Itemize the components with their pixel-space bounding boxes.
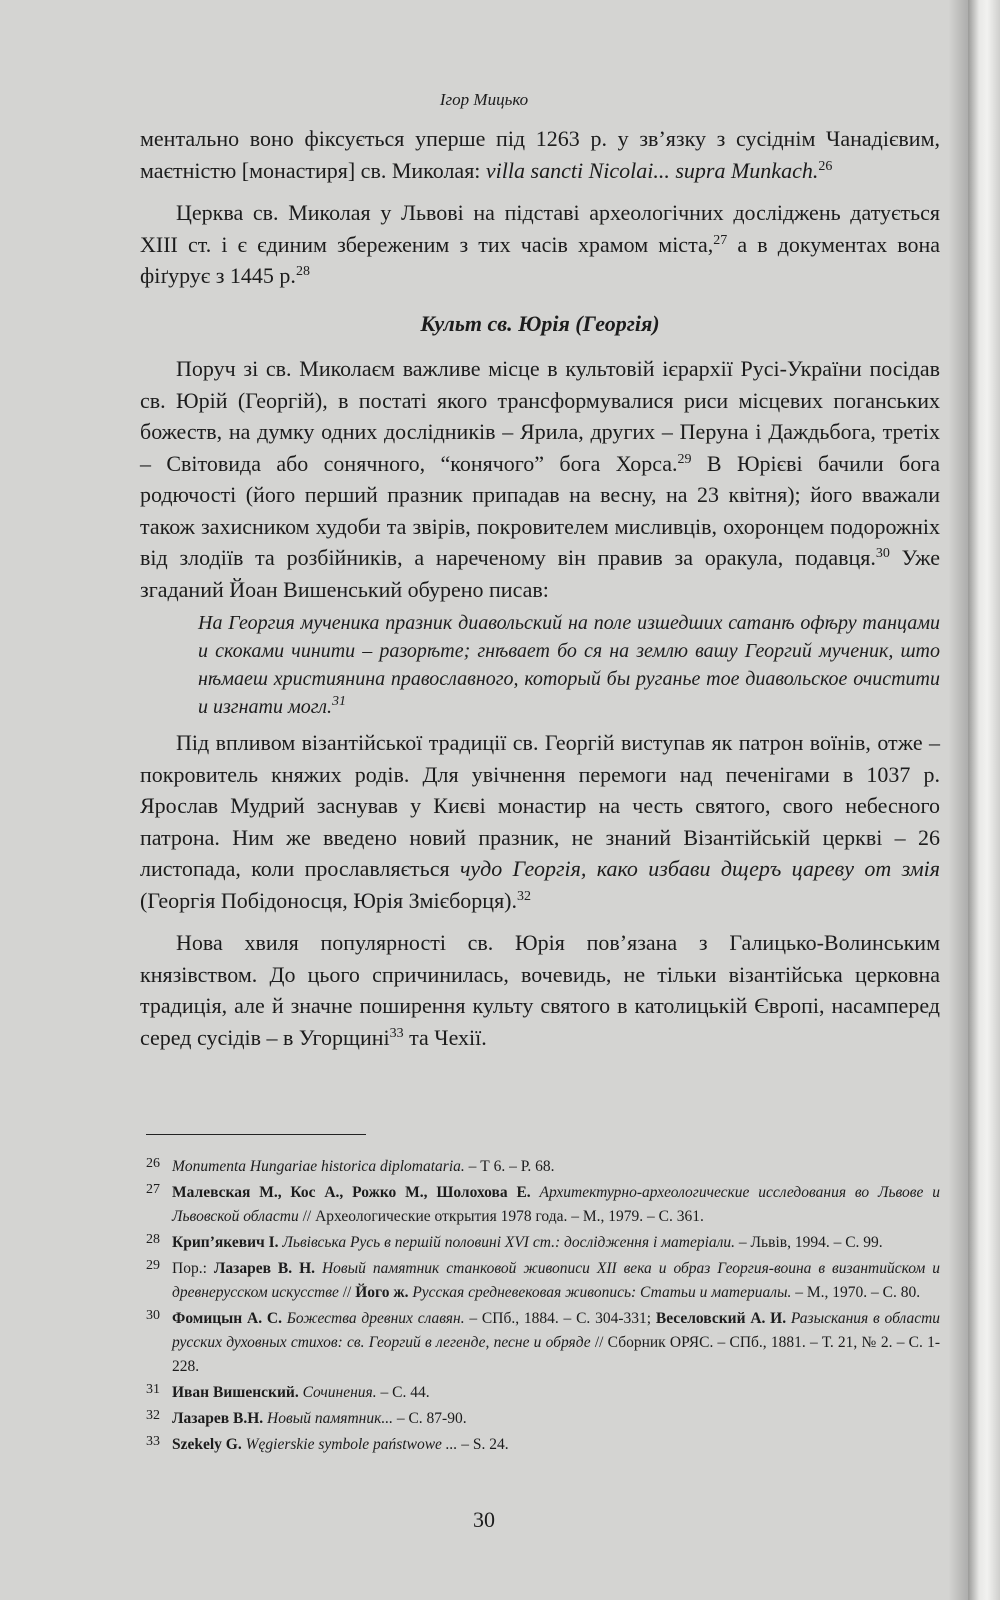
footnote-number: 29	[146, 1258, 160, 1273]
footnote-divider	[146, 1134, 366, 1135]
footnote-author: Лазарев В. Н.	[213, 1260, 316, 1277]
footnote-text: – S. 24.	[457, 1436, 509, 1453]
footnote-ref-32[interactable]: 32	[517, 888, 532, 904]
paragraph-3	[140, 353, 940, 605]
footnote-31	[146, 1381, 940, 1405]
footnote-author: Малевская М., Кос А., Рожко М., Шолохова Е.	[172, 1184, 531, 1201]
footnote-number: 27	[146, 1182, 160, 1197]
paragraph-2-text-a: Церква св. Миколая у Львові на підставі археологічних досліджень датується XIII ст. і є єдиним збереженим з тих часів храмом міста,	[140, 200, 940, 257]
paragraph-4-italic: чудо Георгія, како избави дщеръ цареву от змія	[459, 856, 941, 881]
footnote-author: Веселовский А. И.	[655, 1310, 787, 1327]
paragraph-5-text-a: Нова хвиля популярності св. Юрія пов’язана з Галицько-Волинським князівством. До цього спричинилась, вочевидь, не тільки візантійська церковна традиція, але й значне поширення культу святого в католицькій Європі, насамперед серед сусідів – в Угорщині	[140, 930, 940, 1050]
paragraph-1-text: ментально воно фіксується уперше під 1263 р. у зв’язку з сусіднім Чанадієвим, маєтністю [монастиря] св. Миколая:	[140, 126, 940, 183]
footnote-ref-26[interactable]: 26	[818, 158, 833, 174]
footnote-text: – С. 44.	[376, 1384, 430, 1401]
paragraph-3-text-b: В Юрієві бачили бога родючості (його перший празник припадав на весну, на 23 квітня); його вважали також захисником худоби та звірів, покровителем мисливців, охоронцем подорожніх від злодіїв та розбійників, а нареченому він правив за оракула, подавця.	[140, 450, 940, 570]
footnote-ref-31[interactable]: 31	[332, 694, 346, 709]
footnote-32	[146, 1407, 940, 1431]
footnote-title: Русская средневековая живопись: Статьи и материалы.	[408, 1284, 792, 1301]
section-heading: Культ св. Юрія (Георгія)	[420, 310, 660, 336]
footnote-ref-29[interactable]: 29	[677, 451, 692, 467]
paragraph-1-latin-quote: villa sancti Nicolai... supra Munkach.	[485, 157, 819, 183]
footnote-26	[146, 1155, 940, 1179]
footnote-number: 30	[146, 1308, 160, 1323]
footnote-28	[146, 1231, 940, 1255]
paragraph-5-text-b: та Чехії.	[403, 1024, 487, 1050]
footnote-number: 32	[146, 1408, 160, 1423]
footnote-33	[146, 1433, 940, 1457]
book-spine	[968, 0, 1000, 1600]
footnote-text: – М., 1970. – С. 80.	[791, 1284, 921, 1301]
footnotes	[146, 1155, 940, 1459]
footnote-text: // Сборник ОРЯС. – СПб., 1881. – Т. 21, № 2. – С. 1-228.	[172, 1334, 940, 1375]
footnote-ref-30[interactable]: 30	[875, 546, 890, 561]
footnote-text: – С. 87-90.	[392, 1410, 467, 1427]
footnote-author: Крип’якевич І.	[172, 1234, 279, 1251]
footnote-text: //	[338, 1284, 356, 1301]
footnote-author: Фомицын А. С.	[172, 1310, 282, 1327]
footnote-text: – Т 6. – Р. 68.	[464, 1158, 555, 1175]
paragraph-5	[140, 927, 940, 1053]
body-text	[140, 123, 940, 1053]
footnote-ref-33[interactable]: 33	[389, 1025, 404, 1041]
footnote-title: Сочинения.	[298, 1384, 377, 1401]
footnote-author: Иван Вишенский.	[172, 1384, 299, 1401]
footnote-ref-28[interactable]: 28	[295, 264, 310, 279]
footnote-title: Новый памятник...	[263, 1410, 393, 1427]
footnote-text: Пор.:	[172, 1260, 214, 1277]
footnote-30	[146, 1307, 940, 1379]
footnote-title: Львівська Русь в першій половині XVI ст.: дослідження і матеріали.	[278, 1234, 736, 1251]
paragraph-3-text-c: Уже згаданий Йоан Вишенський обурено писав:	[140, 545, 940, 602]
paragraph-1	[140, 123, 940, 186]
footnote-author: Лазарев В.Н.	[172, 1410, 264, 1427]
footnote-title: Божества древних славян.	[281, 1310, 465, 1327]
page-number: 30	[473, 1507, 495, 1532]
block-quote-text: На Георгия мученика празник диавольский на поле изшедших сатанѣ офѣру танцами и скоками чинити – разорѣте; гнѣвает бо ся на землю вашу Георгий мученик, што нѣмаеш християнина православного, который бы руганье тое диавольское очистити и изгнати могл.	[198, 612, 940, 718]
paragraph-4-text-b: (Георгія Побідоносця, Юрія Змієборця).	[140, 887, 518, 913]
paragraph-2-text-b: а в документах вона фіґурує з 1445 р.	[140, 231, 940, 288]
footnote-text: – СПб., 1884. – С. 304-331;	[464, 1310, 656, 1327]
footnote-number: 31	[146, 1382, 160, 1397]
block-quote	[198, 609, 940, 721]
footnote-29	[146, 1257, 940, 1305]
footnote-27	[146, 1181, 940, 1229]
footnote-number: 26	[146, 1156, 160, 1171]
footnote-author: Szekely G.	[172, 1436, 242, 1453]
footnote-title: Węgierskie symbole państwowe ...	[241, 1436, 458, 1453]
paragraph-3-text-a: Поруч зі св. Миколаєм важливе місце в культовій ієрархії Русі-України посідав св. Юрій (Георгій), в постаті якого трансформувалися риси місцевих поганських божеств, на думку одних дослідників – Ярила, других – Перуна і Даждьбога, третіх – Світовида або сонячного, “конячого” бога Хорса.	[140, 356, 940, 476]
footnote-ref-27[interactable]: 27	[713, 232, 728, 248]
footnote-text: // Археологические открытия 1978 года. – М., 1979. – С. 361.	[298, 1208, 704, 1225]
running-head: Ігор Мицько	[439, 90, 529, 109]
paragraph-2	[140, 197, 940, 292]
paragraph-4-text-a: Під впливом візантійської традиції св. Георгій виступав як патрон воїнів, отже – покровитель княжих родів. Для увічнення перемоги над печенігами в 1037 р. Ярослав Мудрий заснував у Києві монастир на честь святого, свого небесного патрона. Ним же введено новий празник, не знаний Візантійській церкві – 26 листопада, коли прославляється	[140, 730, 940, 881]
gutter-shadow	[948, 0, 968, 1600]
footnote-title: Monumenta Hungariae historica diplomataria.	[172, 1158, 465, 1175]
footnote-text: – Львів, 1994. – С. 99.	[735, 1234, 883, 1251]
footnote-title: Разыскания в области русских духовных стихов: св. Георгий в легенде, песне и обряде	[172, 1310, 941, 1351]
footnote-number: 28	[146, 1232, 160, 1247]
paragraph-4	[140, 727, 940, 916]
footnote-author: Його ж.	[355, 1284, 409, 1301]
footnote-number: 33	[146, 1434, 160, 1449]
footnote-title: Архитектурно-археологические исследования во Львове и Львовской области	[172, 1184, 940, 1225]
footnote-title: Новый памятник станковой живописи XII века и образ Георгия-воина в византийском и древнерусском искусстве	[172, 1260, 940, 1301]
